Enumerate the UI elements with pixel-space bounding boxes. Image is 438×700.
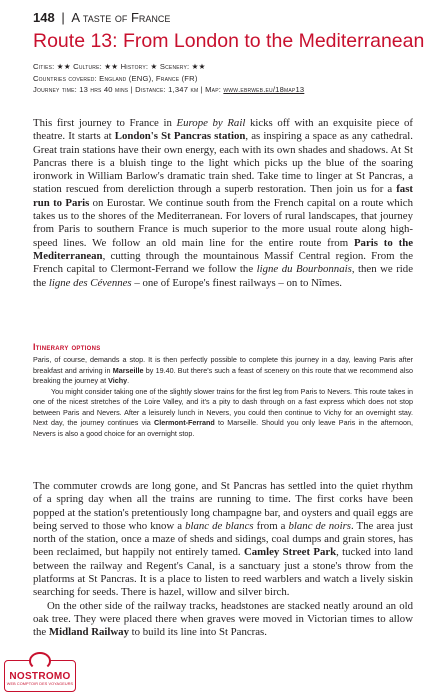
body-span: to build its line into St Pancras. (128, 626, 267, 639)
logo-brand: NOSTROMO (9, 671, 71, 682)
itin-span: to Marseille. Should you only leave Paris in the afternoon, Nevers is also a good choice for an overnight stop. (33, 418, 413, 438)
intro-span: – one of Europe's finest railways – on to Nîmes. (131, 276, 342, 289)
intro-paragraph (33, 117, 413, 290)
itin-bold: Marseille (112, 365, 144, 375)
intro-bold: London's St Pancras station (114, 130, 246, 143)
intro-italic: ligne des Cévennes (48, 276, 132, 289)
intro-span: This first journey to France in (33, 117, 177, 129)
intro-italic: ligne du Bourbonnais (256, 263, 352, 276)
running-header (33, 10, 413, 25)
intro-span: kicks off with an exquisite piece of theatre. It starts at (33, 117, 414, 143)
route-meta (33, 61, 418, 96)
intro-span: , cutting through the mountainous Massif Central region. From the French capital to Clermont-Ferrand we follow the (33, 249, 413, 276)
body-paragraph (33, 600, 413, 640)
itin-span: Paris, of course, demands a stop. It is then perfectly possible to complete this journey in a day, leaving Paris after breakfast and arriving in (33, 355, 413, 375)
page-number: 148 (33, 10, 55, 25)
journey-details: Journey time: 13 hrs 40 mins | Distance: 1,347 km | Map: (33, 85, 224, 94)
nostromo-logo (4, 660, 76, 692)
map-link[interactable]: www.ebrweb.eu/18map13 (223, 85, 305, 94)
intro-span: , as inspiring a space as any cathedral. Great train stations have their own energy, each with its own shades and shadows. At St Pancras there is a bluish tinge to the light which picks up the blue of the soaring ironwork in William Barlow's dramatic train shed. Take time to linger at St Pancras, a station rescued from dereliction through a superb restoration. Then join us for a (33, 130, 413, 196)
logo-tagline: WEB COMPTOIR DES VOYAGEURS (6, 682, 74, 686)
itinerary-heading: Itinerary options (33, 342, 101, 352)
intro-span: , then we ride the (33, 263, 413, 289)
header-separator: | (61, 10, 65, 25)
itinerary-paragraph (33, 387, 413, 440)
itinerary-box (33, 355, 413, 439)
itin-span: . (127, 376, 130, 385)
journey-line (33, 84, 418, 96)
ratings-line: Cities: ★★ Culture: ★★ History: ★ Scenery: ★★ (33, 62, 206, 71)
countries-line: Countries covered: England (ENG), France (FR) (33, 73, 198, 83)
section-title: A taste of France (71, 10, 171, 25)
body-span: from a (253, 519, 289, 532)
body-span: . The area just north of the station, once a maze of sheds and sidings, coal dumps and grain stores, has been reclaimed, but happily not entirely tamed. (33, 519, 413, 559)
body-bold: Camley Street Park (243, 546, 337, 559)
body-italic: blanc de blancs (185, 519, 254, 532)
body-italic: blanc de noirs (288, 519, 351, 532)
route-title: Route 13: From London to the Mediterranean (33, 30, 425, 52)
itin-bold: Clermont-Ferrand (154, 418, 215, 427)
intro-span: on Eurostar. We continue south from the French capital on a route which takes us to the shores of the Mediterranean. For lovers of rural landscapes, that journey from Paris to southern France is much superior to the more usual route along high-speed lines. We follow an old main line for the entire route from (33, 196, 413, 249)
body-paragraph (33, 480, 413, 600)
intro-bold: fast run to Paris (33, 183, 413, 209)
itin-span: You might consider taking one of the slightly slower trains for the first leg from Paris to Nevers. This route takes in one of the nicest stretches of the Loire Valley, and it's a pity to dash through on a fast express which does not stop between Paris and Nevers. After a leisurely lunch in Nevers, you could then continue to Vichy for an overnight stay. Next day, the journey continues via (33, 386, 413, 427)
intro-bold: Paris to the Mediterranean (33, 236, 413, 262)
itin-span: by 19.40. But there's such a feast of scenery on this route that we recommend also breaking the journey at (33, 365, 413, 385)
intro-text (33, 117, 413, 290)
main-text (33, 480, 413, 640)
itinerary-paragraph (33, 355, 413, 387)
body-span: , tucked into land between the railway and Regent's Canal, is a sanctuary just a stone's throw from the platforms at St Pancras. It is a place to listen to reed warblers and watch a lively siskin searching for seeds. There is hazel, willow and silver birch. (33, 546, 413, 599)
body-span: The commuter crowds are long gone, and St Pancras has settled into the quiet rhythm of a spring day when all the trains are running to time. The first corks have been popped at the station's pretentiously long champagne bar, and oysters and quail eggs are being served to those who know a (33, 480, 413, 532)
intro-italic: Europe by Rail (176, 117, 246, 129)
itin-bold: Vichy (108, 376, 128, 385)
logo-ring (29, 652, 51, 670)
body-bold: Midland Railway (48, 626, 129, 639)
body-span: On the other side of the railway tracks, headstones are stacked neatly around an old oak tree. They were placed there when graves were moved in Victorian times to allow the (33, 599, 413, 639)
